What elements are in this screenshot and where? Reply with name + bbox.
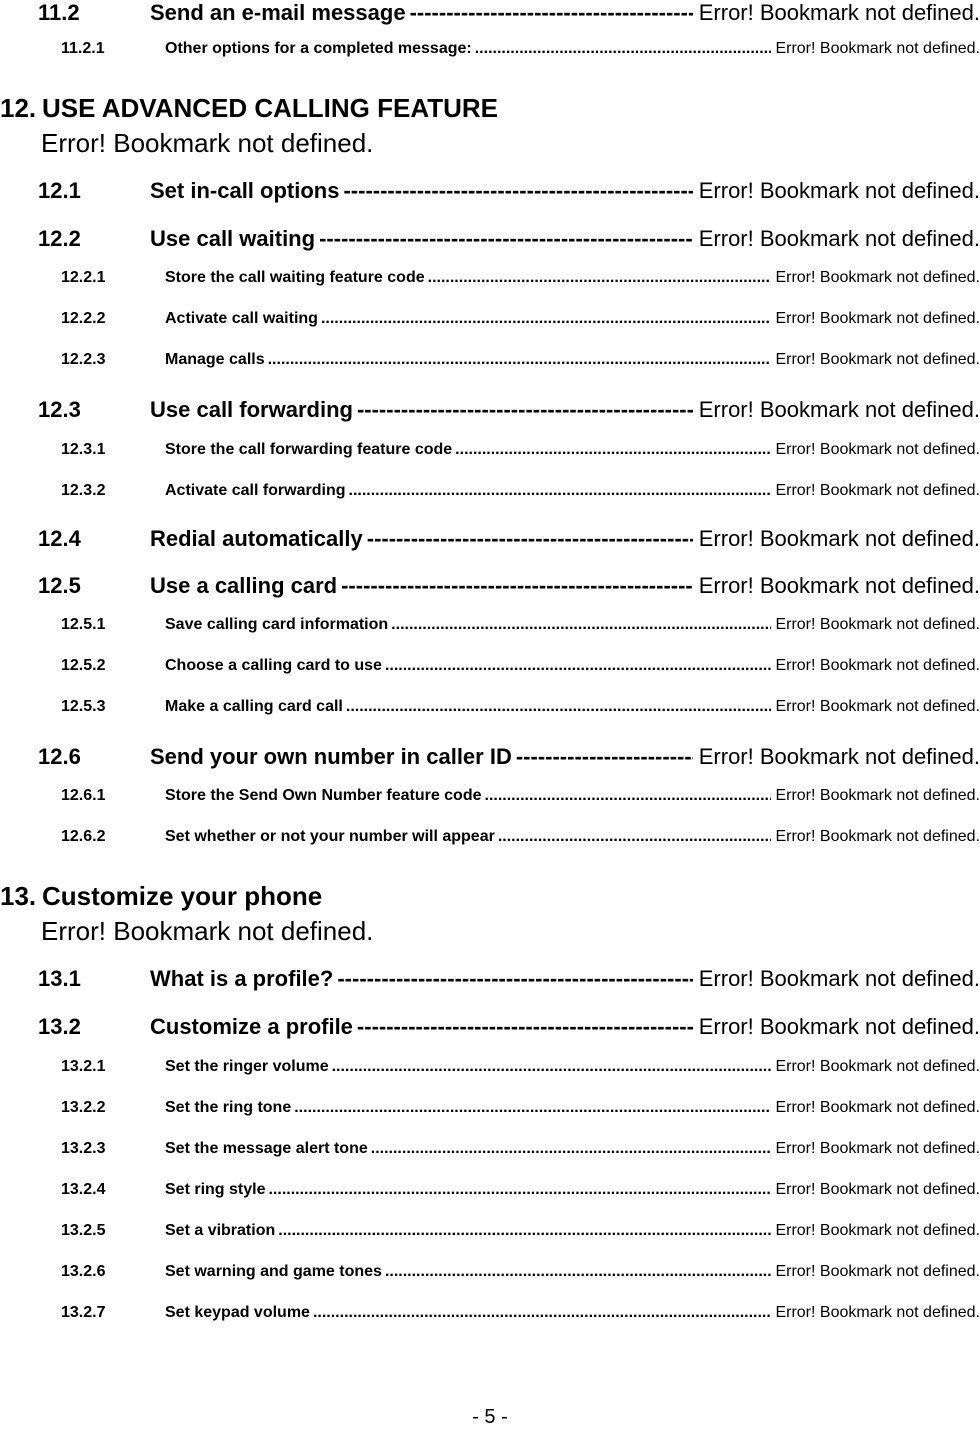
page-number: - 5 -	[472, 1406, 508, 1428]
toc-entry[interactable]	[0, 1181, 980, 1199]
toc-entry[interactable]	[0, 657, 980, 675]
toc-entry-number: 13.2	[38, 1014, 81, 1039]
toc-entry-error: Error! Bookmark not defined.	[698, 226, 980, 251]
toc-leader	[485, 787, 772, 805]
toc-entry-title: Activate call forwarding	[165, 482, 346, 499]
toc-entry-title: Store the Send Own Number feature code	[165, 787, 482, 804]
toc-leader	[268, 351, 772, 369]
toc-entry-title: Send an e-mail message	[150, 0, 406, 25]
toc-entry-error: Error! Bookmark not defined.	[41, 128, 374, 158]
toc-entry-error: Error! Bookmark not defined.	[775, 40, 980, 57]
toc-entry-title: Set a vibration	[165, 1222, 276, 1239]
toc-entry-title: Customize a profile	[150, 1014, 353, 1039]
toc-leader	[385, 1263, 772, 1281]
toc-entry-number: 13.2.6	[61, 1263, 106, 1280]
toc-leader	[313, 1304, 772, 1322]
toc-entry-title: Send your own number in caller ID	[150, 744, 512, 769]
toc-entry-title: Set warning and game tones	[165, 1263, 382, 1280]
toc-entry-title: Redial automatically	[150, 526, 363, 551]
toc-entry-error: Error! Bookmark not defined.	[775, 310, 980, 327]
toc-leader	[498, 828, 772, 846]
toc-entry-title: Set the ringer volume	[165, 1058, 329, 1075]
toc-entry-title: What is a profile?	[150, 966, 334, 991]
toc-entry-error: Error! Bookmark not defined.	[775, 441, 980, 458]
toc-entry-number: 13.2.3	[61, 1140, 106, 1157]
toc-entry-title: Other options for a completed message:	[165, 40, 472, 57]
toc-entry-title: Customize your phone	[42, 881, 323, 911]
toc-entry-error: Error! Bookmark not defined.	[698, 966, 980, 991]
toc-entry-number: 12.2.1	[61, 269, 106, 286]
toc-entry-error: Error! Bookmark not defined.	[775, 1099, 980, 1116]
toc-entry[interactable]	[0, 1304, 980, 1322]
toc-entry-title: Set ring style	[165, 1181, 266, 1198]
toc-entry-title: Use a calling card	[150, 573, 338, 598]
toc-entry-number: 12.3	[38, 397, 81, 422]
toc-entry-title: Set whether or not your number will appear	[165, 828, 495, 845]
toc-leader	[319, 226, 693, 252]
toc-entry-number: 12.2	[38, 226, 81, 251]
toc-entry-error: Error! Bookmark not defined.	[698, 1014, 980, 1039]
toc-entry-number: 13.2.5	[61, 1222, 106, 1239]
toc-entry[interactable]	[0, 1263, 980, 1281]
toc-entry-title: USE ADVANCED CALLING FEATURE	[42, 93, 498, 123]
toc-leader	[357, 397, 693, 423]
toc-entry-number: 12.5	[38, 573, 81, 598]
toc-entry[interactable]	[0, 226, 980, 252]
toc-entry[interactable]	[0, 1014, 980, 1040]
toc-entry-error: Error! Bookmark not defined.	[775, 698, 980, 715]
toc-entry-error: Error! Bookmark not defined.	[775, 657, 980, 674]
toc-entry-title: Set the message alert tone	[165, 1140, 368, 1157]
toc-entry-number: 13.	[0, 881, 37, 911]
toc-entry-number: 12.5.2	[61, 657, 106, 674]
toc-entry-title: Make a calling card call	[165, 698, 343, 715]
toc-entry-number: 12.5.1	[61, 616, 106, 633]
toc-entry-error: Error! Bookmark not defined.	[698, 397, 980, 422]
toc-leader	[268, 1181, 771, 1199]
toc-entry[interactable]	[0, 1140, 980, 1158]
toc-entry-title: Choose a calling card to use	[165, 657, 382, 674]
toc-entry-number: 12.6.2	[61, 828, 106, 845]
toc-entry-title: Manage calls	[165, 351, 265, 368]
toc-entry[interactable]	[0, 178, 980, 204]
toc-entry-number: 12.5.3	[61, 698, 106, 715]
toc-entry-error: Error! Bookmark not defined.	[698, 573, 980, 598]
toc-entry-error: Error! Bookmark not defined.	[698, 526, 980, 551]
toc-entry[interactable]	[0, 40, 980, 58]
toc-entry[interactable]	[0, 351, 980, 369]
toc-entry[interactable]	[0, 744, 980, 770]
toc-entry[interactable]	[0, 310, 980, 328]
toc-entry[interactable]	[0, 482, 980, 500]
toc-entry-error: Error! Bookmark not defined.	[775, 1181, 980, 1198]
toc-entry[interactable]	[0, 616, 980, 634]
toc-leader	[332, 1058, 772, 1076]
toc-entry[interactable]	[0, 787, 980, 805]
toc-leader	[475, 40, 772, 58]
toc-entry-error: Error! Bookmark not defined.	[775, 828, 980, 845]
toc-entry[interactable]	[0, 966, 980, 992]
toc-entry-number: 13.2.4	[61, 1181, 106, 1198]
toc-leader	[385, 657, 772, 675]
toc-leader	[346, 698, 772, 716]
toc-entry-number: 13.2.2	[61, 1099, 106, 1116]
toc-entry-error: Error! Bookmark not defined.	[41, 916, 374, 946]
toc-entry-error: Error! Bookmark not defined.	[775, 1304, 980, 1321]
toc-entry-number: 12.3.2	[61, 482, 106, 499]
toc-entry-error: Error! Bookmark not defined.	[775, 1222, 980, 1239]
toc-entry-error: Error! Bookmark not defined.	[775, 787, 980, 804]
toc-leader	[278, 1222, 771, 1240]
toc-entry[interactable]	[0, 828, 980, 846]
toc-entry-error: Error! Bookmark not defined.	[775, 1263, 980, 1280]
toc-entry-error: Error! Bookmark not defined.	[775, 351, 980, 368]
toc-entry-title: Use call waiting	[150, 226, 316, 251]
toc-entry[interactable]	[0, 397, 980, 423]
toc-leader	[349, 482, 772, 500]
toc-entry-title: Save calling card information	[165, 616, 389, 633]
toc-leader	[337, 966, 692, 992]
toc-entry-title: Activate call waiting	[165, 310, 318, 327]
toc-entry-title: Set in-call options	[150, 178, 340, 203]
toc-entry-number: 12.2.2	[61, 310, 106, 327]
toc-entry-number: 13.2.1	[61, 1058, 106, 1075]
toc-leader	[341, 573, 693, 599]
toc-entry-number: 12.3.1	[61, 441, 106, 458]
toc-entry-title: Store the call waiting feature code	[165, 269, 425, 286]
toc-entry[interactable]	[0, 1058, 980, 1076]
toc-entry-title: Set keypad volume	[165, 1304, 310, 1321]
toc-entry-title: Store the call forwarding feature code	[165, 441, 453, 458]
toc-entry-error: Error! Bookmark not defined.	[775, 482, 980, 499]
toc-leader	[357, 1014, 693, 1040]
toc-entry-number: 11.2	[38, 0, 80, 25]
toc-entry-number: 12.4	[38, 526, 81, 551]
toc-leader	[391, 616, 771, 634]
toc-entry[interactable]	[0, 269, 980, 287]
toc-leader	[294, 1099, 771, 1117]
toc-leader	[428, 269, 772, 287]
toc-leader	[321, 310, 772, 328]
toc-leader	[455, 441, 771, 459]
toc-entry[interactable]	[0, 1099, 980, 1117]
toc-entry-error: Error! Bookmark not defined.	[698, 0, 980, 25]
toc-entry-error: Error! Bookmark not defined.	[775, 1058, 980, 1075]
toc-entry[interactable]	[0, 441, 980, 459]
toc-entry-error: Error! Bookmark not defined.	[698, 178, 980, 203]
toc-entry-number: 12.1	[38, 178, 81, 203]
toc-entry[interactable]	[0, 698, 980, 716]
toc-entry-number: 12.6.1	[61, 787, 106, 804]
toc-entry-number: 11.2.1	[61, 40, 105, 57]
toc-leader	[516, 744, 693, 770]
toc-entry-number: 13.2.7	[61, 1304, 106, 1321]
toc-entry-number: 12.	[0, 93, 37, 123]
toc-leader	[367, 526, 693, 552]
toc-entry-number: 13.1	[38, 966, 81, 991]
toc-entry-error: Error! Bookmark not defined.	[698, 744, 980, 769]
toc-entry-title: Use call forwarding	[150, 397, 353, 422]
toc-entry[interactable]	[0, 1222, 980, 1240]
toc-entry-error: Error! Bookmark not defined.	[775, 1140, 980, 1157]
toc-entry[interactable]	[0, 526, 980, 552]
toc-entry-error: Error! Bookmark not defined.	[775, 269, 980, 286]
toc-leader	[371, 1140, 772, 1158]
toc-entry-number: 12.2.3	[61, 351, 106, 368]
toc-entry-number: 12.6	[38, 744, 81, 769]
toc-entry[interactable]	[0, 573, 980, 599]
toc-leader	[410, 0, 693, 26]
toc-entry-error: Error! Bookmark not defined.	[775, 616, 980, 633]
toc-chapter-13[interactable]	[0, 881, 980, 947]
toc-leader	[343, 178, 692, 204]
toc-entry-title: Set the ring tone	[165, 1099, 292, 1116]
toc-entry[interactable]	[0, 0, 980, 26]
toc-chapter-12[interactable]	[0, 93, 980, 159]
